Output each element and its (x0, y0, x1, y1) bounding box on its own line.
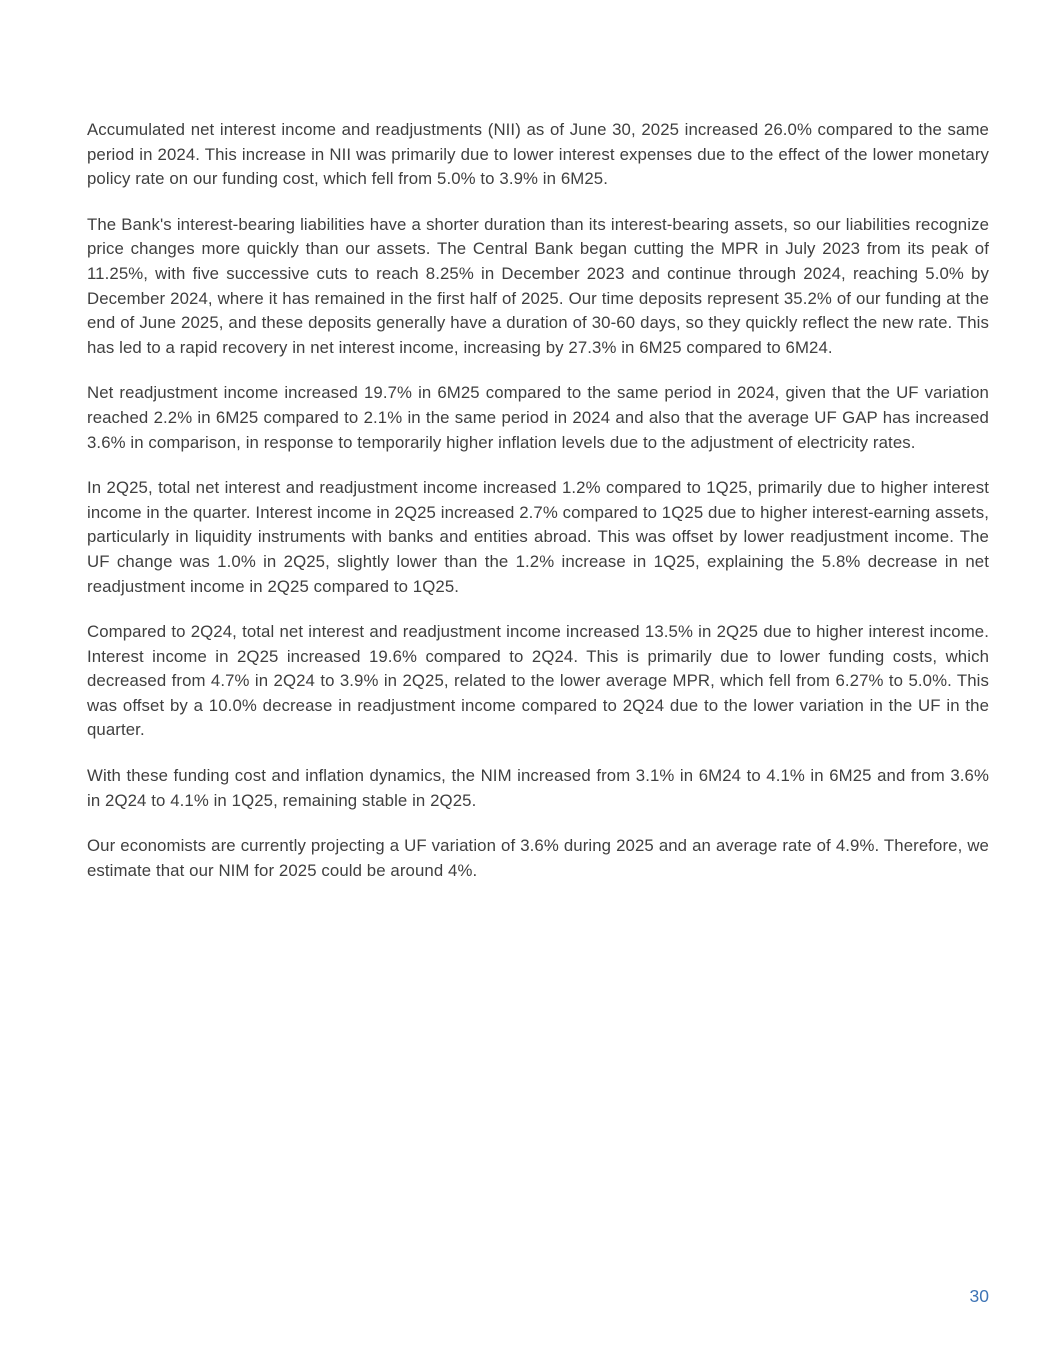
paragraph-2q25-vs-2q24: Compared to 2Q24, total net interest and readjustment income increased 13.5% in 2Q25 due to higher interest income. Interest income in 2Q25 increased 19.6% compared to 2Q24. This is primarily due to lower funding costs, which decreased from 4.7% in 2Q24 to 3.9% in 2Q25, related to the lower average MPR, which fell from 6.27% to 5.0%. This was offset by a 10.0% decrease in readjustment income compared to 2Q24 due to the lower variation in the UF in the quarter. (87, 622, 989, 740)
page-number: 30 (969, 1286, 989, 1306)
paragraph-liabilities-duration: The Bank's interest-bearing liabilities have a shorter duration than its interest-bearing assets, so our liabilities recognize price changes more quickly than our assets. The Central Bank began cutting the MPR in July 2023 from its peak of 11.25%, with five successive cuts to reach 8.25% in December 2023 and continue through 2024, reaching 5.0% by December 2024, where it has remained in the first half of 2025. Our time deposits represent 35.2% of our funding at the end of June 2025, and these deposits generally have a duration of 30-60 days, so they quickly reflect the new rate. This has led to a rapid recovery in net interest income, increasing by 27.3% in 6M25 compared to 6M24. (87, 214, 989, 357)
paragraph-projection: Our economists are currently projecting a UF variation of 3.6% during 2025 and an average rate of 4.9%. Therefore, we estimate that our NIM for 2025 could be around 4%. (87, 836, 989, 880)
paragraph-readjustment-income: Net readjustment income increased 19.7% in 6M25 compared to the same period in 2024, given that the UF variation reached 2.2% in 6M25 compared to 2.1% in the same period in 2024 and also that the average UF GAP has increased 3.6% in comparison, in response to temporarily higher inflation levels due to the adjustment of electricity rates. (87, 383, 989, 452)
paragraph-2q25-vs-1q25: In 2Q25, total net interest and readjustment income increased 1.2% compared to 1Q25, primarily due to higher interest income in the quarter. Interest income in 2Q25 increased 2.7% compared to 1Q25 due to higher interest-earning assets, particularly in liquidity instruments with banks and entities abroad. This was offset by lower readjustment income. The UF change was 1.0% in 2Q25, slightly lower than the 1.2% increase in 1Q25, explaining the 5.8% decrease in net readjustment income in 2Q25 compared to 1Q25. (87, 478, 989, 596)
paragraph-nii-accumulated: Accumulated net interest income and readjustments (NII) as of June 30, 2025 increased 26.0% compared to the same period in 2024. This increase in NII was primarily due to lower interest expenses due to the effect of the lower monetary policy rate on our funding cost, which fell from 5.0% to 3.9% in 6M25. (87, 120, 989, 189)
page-content (87, 118, 989, 904)
paragraph-nim-dynamics: With these funding cost and inflation dynamics, the NIM increased from 3.1% in 6M24 to 4.1% in 6M25 and from 3.6% in 2Q24 to 4.1% in 1Q25, remaining stable in 2Q25. (87, 766, 989, 810)
